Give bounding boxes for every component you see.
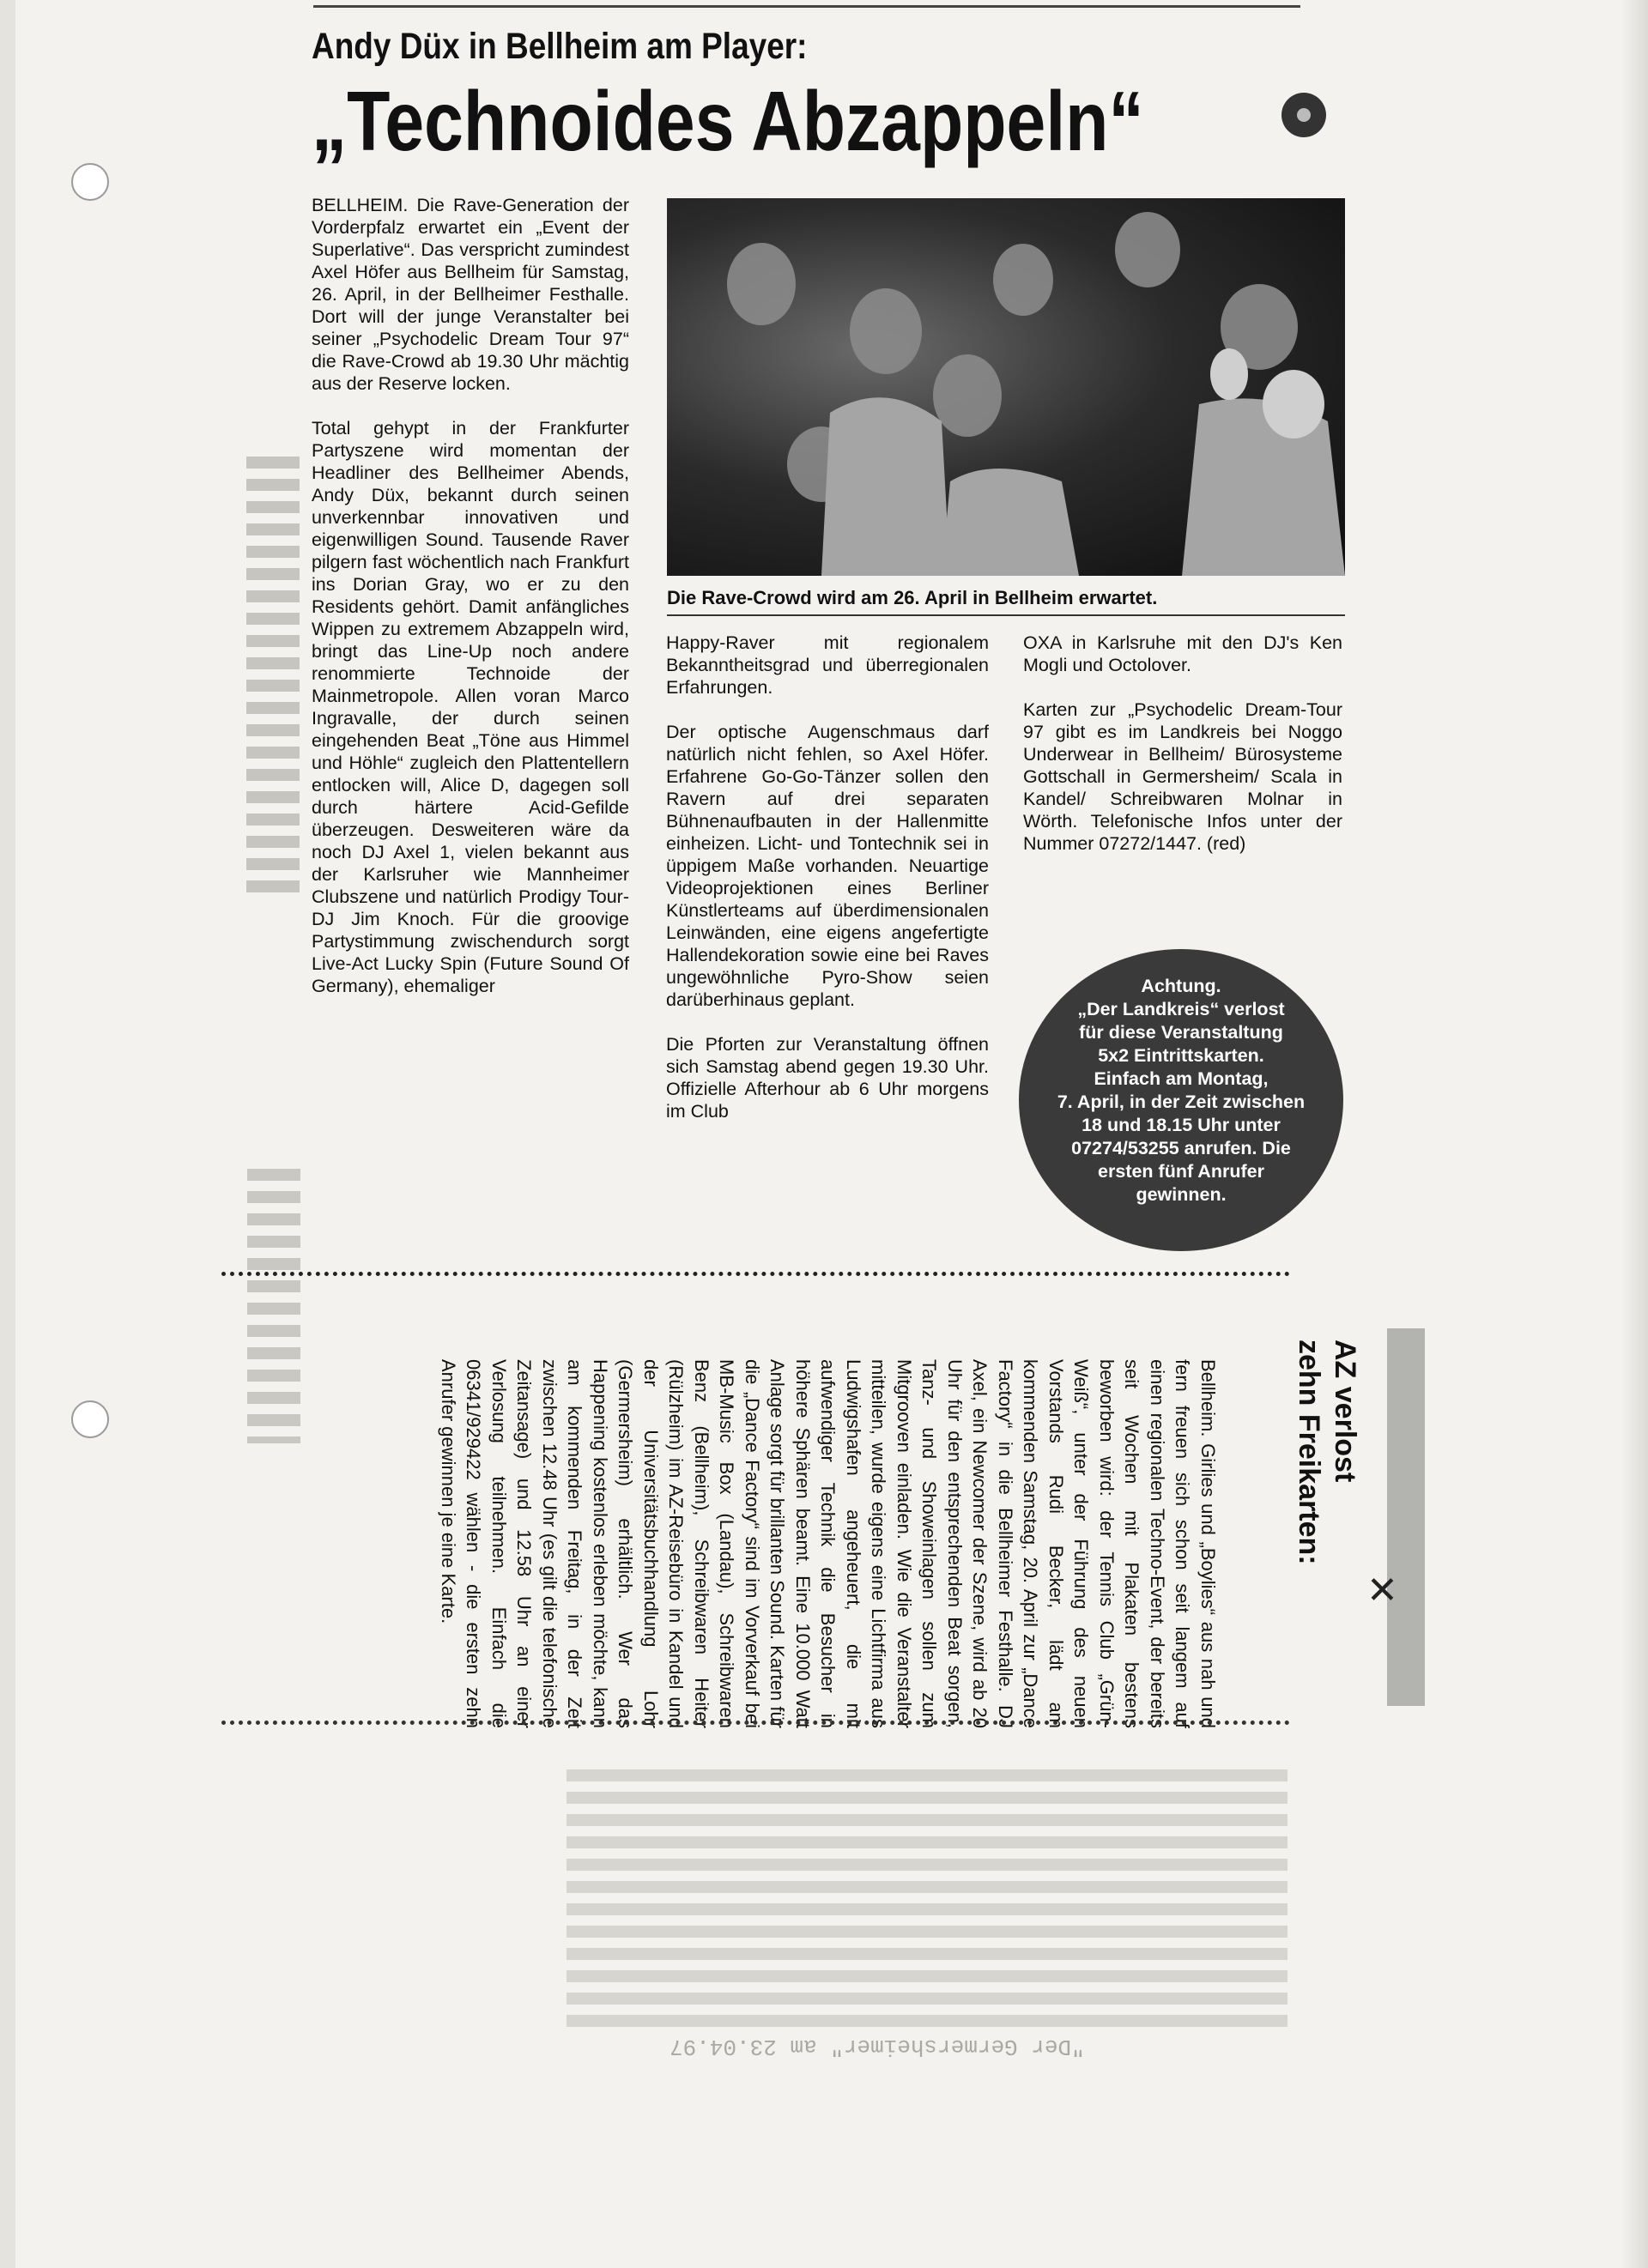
punch-hole-bottom <box>71 1400 109 1438</box>
badge-line: Achtung. <box>1141 976 1221 996</box>
clipping-title <box>1291 1340 1363 1565</box>
badge-line: 07274/53255 anrufen. Die <box>1071 1138 1291 1158</box>
paragraph: Der optische Augenschmaus darf natürlich nicht fehlen, so Axel Höfer. Erfahrene Go-Go-Tänzer sollen den Ravern auf drei separaten Bühnenaufbauten in der Hallenmitte einheizen. Licht- und Tontechnik sei in üppigem Maße vorhanden. Neuartige Videoprojektionen eines Berliner Künstlerteams auf überdimensionalen Leinwänden, eine eigens angefertigte Hallendekoration sowie eine bei Raves ungewöhnliche Pyro-Show seien darüberhinaus geplant. <box>666 722 989 1010</box>
article-headline: „Technoides Abzappeln“ <box>312 74 1144 168</box>
dotted-divider-bottom <box>221 1721 1290 1725</box>
article-column-2 <box>666 632 989 1145</box>
article-column-1 <box>312 194 629 1019</box>
dotted-divider-top <box>221 1272 1290 1276</box>
badge-line: ersten fünf Anrufer <box>1098 1161 1264 1182</box>
bleed-through-left-column <box>246 412 300 925</box>
badge-line: für diese Veranstaltung <box>1079 1022 1283 1043</box>
badge-line: „Der Landkreis“ verlost <box>1077 999 1285 1019</box>
badge-line: Einfach am Montag, <box>1094 1068 1269 1089</box>
paragraph: Die Pforten zur Veranstaltung öffnen sich Samstag abend gegen 19.30 Uhr. Offizielle Afterhour ab 6 Uhr morgens im Club <box>666 1034 989 1122</box>
caption-rule <box>667 614 1345 616</box>
clipping-title-line: zehn Freikarten: <box>1293 1340 1325 1565</box>
paragraph: Happy-Raver mit regionalem Bekanntheitsgrad und überregionalen Erfahrungen. <box>666 632 989 698</box>
pen-mark-icon: ✕ <box>1366 1569 1398 1612</box>
photo-caption: Die Rave-Crowd wird am 26. April in Bellheim erwartet. <box>667 587 1158 608</box>
bleed-through-left-column-lower <box>247 1124 300 1466</box>
rave-crowd-photo <box>667 198 1345 576</box>
article-column-3 <box>1023 632 1342 877</box>
clipping-grey-band <box>1387 1328 1425 1706</box>
clipping-body <box>436 1359 1221 1728</box>
paragraph: OXA in Karlsruhe mit den DJ's Ken Mogli und Octolover. <box>1023 632 1342 675</box>
bleed-through-lower-area <box>566 1725 1288 2049</box>
paragraph: Total gehypt in der Frankfurter Partyszene wird momentan der Headliner des Bellheimer Abends, Andy Düx, bekannt durch seinen unverkennbar innovativen und eigenwilligen Sound. Tausende Raver pilgern fast wöchentlich nach Frankfurt ins Dorian Gray, wo er zu den Residents gehört. Damit anfängliches Wippen zu extremem Abzappeln wird, bringt das Line-Up noch andere renommierte Technoide der Mainmetropole. Allen voran Marco Ingravalle, der durch seinen eingehenden Beat „Töne aus Himmel und Höhle“ zugleich den Plattentellern entlocken will, Alice D, dagegen soll durch härtere Acid-Gefilde überzeugen. Desweiteren wäre da noch DJ Axel 1, vielen bekannt aus der Karlsruher wie Mannheimer Clubszene und natürlich Prodigy Tour-DJ Jim Knoch. Für die groovige Partystimmung zwischendurch sorgt Live-Act Lucky Spin (Future Sound Of Germany), ehemaliger <box>312 418 629 996</box>
badge-line: 5x2 Eintrittskarten. <box>1098 1045 1264 1066</box>
badge-line: 18 und 18.15 Uhr unter <box>1082 1115 1281 1135</box>
badge-line: 7. April, in der Zeit zwischen <box>1057 1092 1306 1112</box>
cd-disc-icon <box>1281 93 1326 137</box>
paragraph: Karten zur „Psychodelic Dream-Tour 97 gibt es im Landkreis bei Noggo Underwear in Bellheim/ Bürosysteme Gottschall in Germersheim/ Scala in Kandel/ Schreibwaren Molnar in Wörth. Telefonische Infos unter der Nummer 07272/1447. (red) <box>1023 699 1342 854</box>
badge-line: gewinnen. <box>1136 1184 1227 1205</box>
clipping-title-line: AZ verlost <box>1329 1340 1361 1483</box>
paragraph: BELLHEIM. Die Rave-Generation der Vorderpfalz erwartet ein „Event der Superlative“. Das verspricht zumindest Axel Höfer aus Bellheim für Samstag, 26. April, in der Bellheimer Festhalle. Dort will der junge Veranstalter bei seiner „Psychodelic Dream Tour 97“ die Rave-Crowd ab 19.30 Uhr mächtig aus der Reserve locken. <box>312 195 629 394</box>
page-shadow <box>1622 0 1648 2268</box>
ticket-raffle-badge <box>1019 949 1343 1251</box>
top-rule <box>313 5 1300 8</box>
page-edge <box>0 0 15 2268</box>
punch-hole-top <box>71 163 109 201</box>
article-kicker: Andy Düx in Bellheim am Player: <box>312 26 808 67</box>
clipping-paragraph: Bellheim. Girlies und „Boylies“ aus nah und fern freuen sich schon seit langem auf einen regionalen Techno-Event, der bereits seit Wochen mit Plakaten bestens beworben wird: der Tennis Club „Grün-Weiß“, unter der Führung des neuen Vorstands Rudi Becker, lädt am kommenden Samstag, 20. April zur „Dance Factory“ in die Bellheimer Festhalle. DJ Axel, ein Newcomer der Szene, wird ab 20 Uhr für den entsprechenden Beat sorgen, Tanz- und Showeinlagen sollen zum Mitgrooven einladen. Wie die Veranstalter mitteilen, wurde eigens eine Lichtfirma aus Ludwigshafen angeheuert, die mit aufwendiger Technik die Besucher in höhere Sphären beamt. Eine 10.000 Watt Anlage sorgt für brillanten Sound. Karten für die „Dance Factory“ sind im Vorverkauf bei MB-Music Box (Landau), Schreibwaren Benz (Bellheim), Schreibwaren Heiter (Rülzheim) im AZ-Reisebüro in Kandel und der Universitätsbuchhandlung Lohr (Germersheim) erhältlich. Wer das Happening kostenlos erleben möchte, kann am kommenden Freitag, in der Zeit zwischen 12.48 Uhr (es gilt die telefonische Zeitansage) und 12.58 Uhr an einer Verlosung teilnehmen. Einfach die 06341/929422 wählen - die ersten zehn Anrufer gewinnen je eine Karte. <box>438 1359 1219 1728</box>
bleed-stamp: "Der Germersheimer" am 23.04.97 <box>670 2034 1085 2059</box>
